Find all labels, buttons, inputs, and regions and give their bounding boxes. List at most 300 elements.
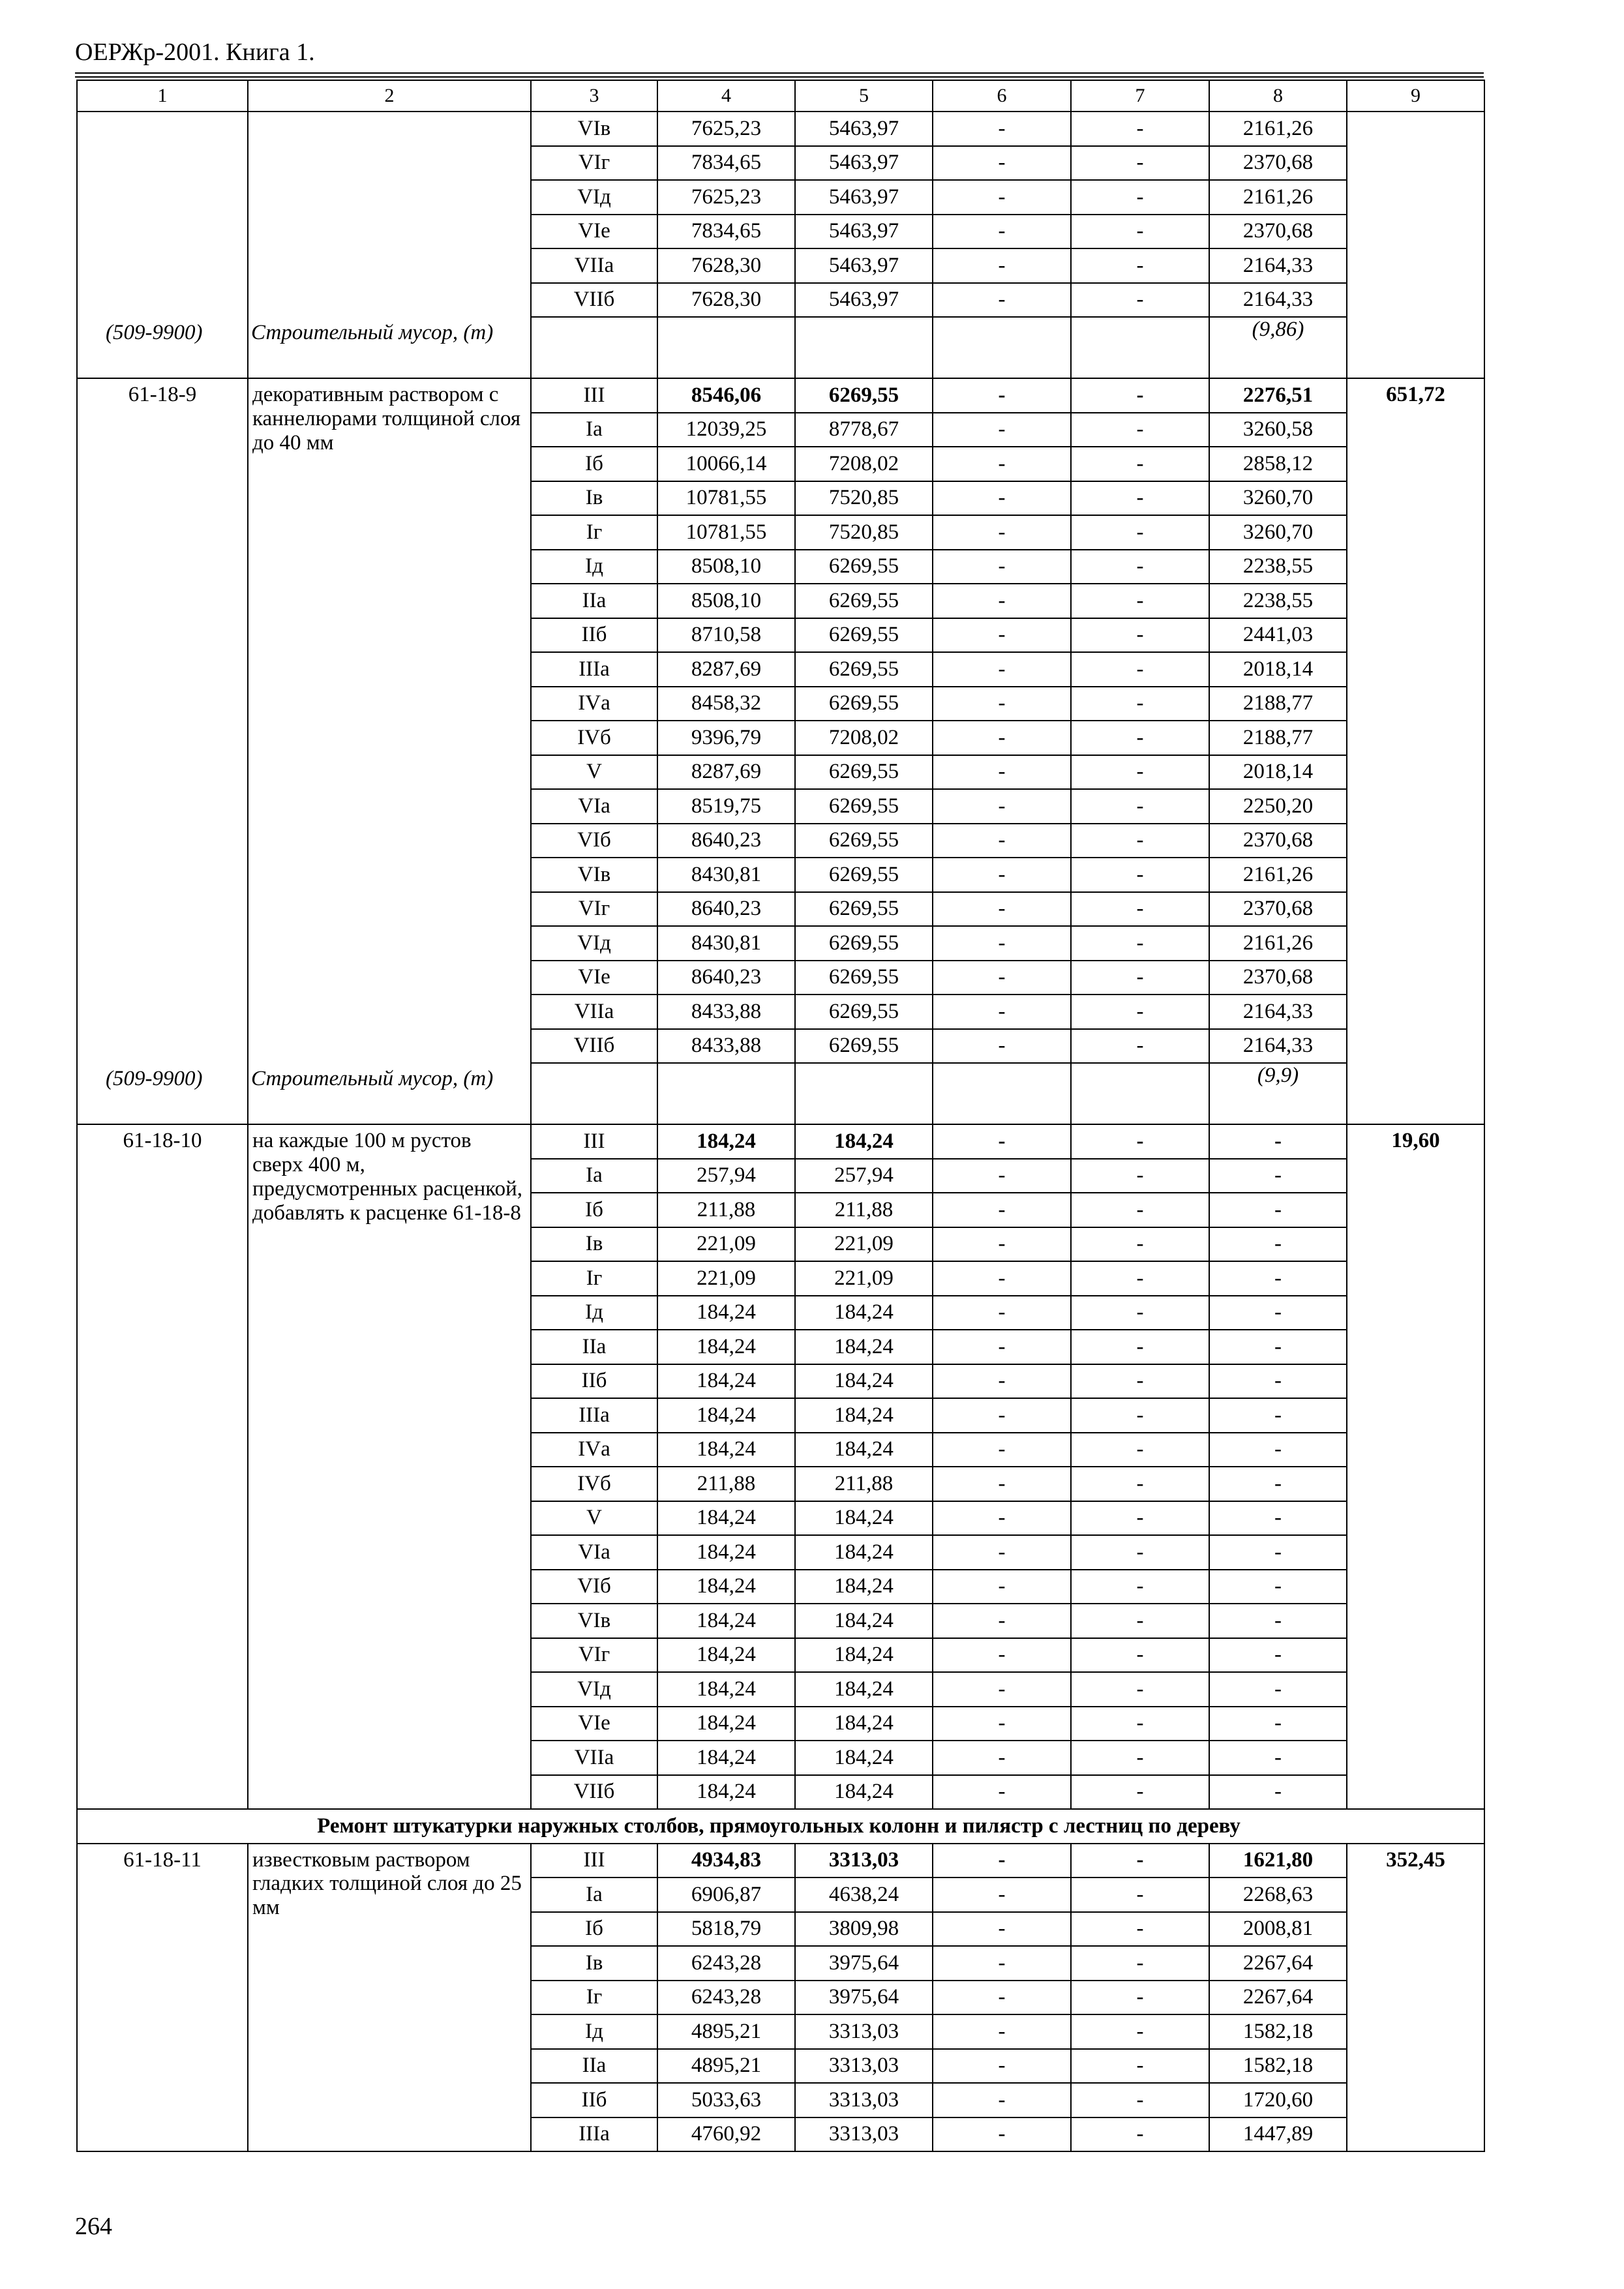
value-cell-c6: - bbox=[933, 1707, 1071, 1741]
value-cell-c7: - bbox=[1071, 1159, 1209, 1193]
value-cell-c7: - bbox=[1071, 721, 1209, 755]
section-title: Ремонт штукатурки наружных столбов, прямоугольных колонн и пилястр с лестниц по дереву bbox=[77, 1809, 1484, 1844]
zone-cell: VIд bbox=[531, 926, 657, 961]
value-cell-c7: - bbox=[1071, 618, 1209, 653]
value-cell-c6: - bbox=[933, 1501, 1071, 1536]
value-cell-c4: 184,24 bbox=[657, 1741, 795, 1775]
value-cell-c8: 2370,68 bbox=[1209, 215, 1347, 249]
value-cell-c8: 2238,55 bbox=[1209, 550, 1347, 584]
column-number: 3 bbox=[531, 80, 657, 112]
value-cell-c8: 1720,60 bbox=[1209, 2083, 1347, 2117]
value-cell-c8: - bbox=[1209, 1159, 1347, 1193]
footer-zone-empty bbox=[531, 1063, 657, 1124]
value-cell-c7: - bbox=[1071, 755, 1209, 790]
zone-cell: IIIа bbox=[531, 2117, 657, 2152]
value-cell-c5: 257,94 bbox=[795, 1159, 933, 1193]
footer-empty-c4 bbox=[657, 1063, 795, 1124]
value-cell-c8: - bbox=[1209, 1330, 1347, 1364]
value-cell-c6: - bbox=[933, 413, 1071, 447]
value-cell-c7: - bbox=[1071, 1227, 1209, 1262]
value-cell-c5: 184,24 bbox=[795, 1296, 933, 1330]
value-cell-c5: 6269,55 bbox=[795, 755, 933, 790]
value-cell-c6: - bbox=[933, 1570, 1071, 1604]
value-cell-c6: - bbox=[933, 652, 1071, 687]
footer-empty-c6 bbox=[933, 1063, 1071, 1124]
value-cell-c5: 3313,03 bbox=[795, 2083, 933, 2117]
footer-empty-c5 bbox=[795, 1063, 933, 1124]
column-number-row bbox=[77, 80, 1484, 112]
value-cell-c4: 8640,23 bbox=[657, 961, 795, 995]
value-cell-c4: 184,24 bbox=[657, 1433, 795, 1467]
document-header-title: ОЕРЖр-2001. Книга 1. bbox=[75, 38, 315, 66]
zone-cell: VIIа bbox=[531, 248, 657, 283]
footer-zone-empty bbox=[531, 317, 657, 378]
value-cell-c4: 7625,23 bbox=[657, 180, 795, 215]
value-cell-c7: - bbox=[1071, 1398, 1209, 1433]
value-cell-c8: - bbox=[1209, 1433, 1347, 1467]
rate-code: 61-18-9 bbox=[128, 383, 197, 406]
value-cell-c8: 2188,77 bbox=[1209, 687, 1347, 721]
value-cell-c4: 221,09 bbox=[657, 1227, 795, 1262]
value-cell-c6: - bbox=[933, 858, 1071, 892]
value-cell-c5: 5463,97 bbox=[795, 112, 933, 146]
value-cell-c5: 184,24 bbox=[795, 1364, 933, 1399]
table-row bbox=[77, 1124, 1484, 1159]
zone-cell: III bbox=[531, 1124, 657, 1159]
value-cell-c8: 2250,20 bbox=[1209, 789, 1347, 824]
zone-cell: VIе bbox=[531, 961, 657, 995]
value-cell-c4: 4934,83 bbox=[657, 1844, 795, 1878]
value-cell-c5: 7208,02 bbox=[795, 447, 933, 481]
value-cell-c5: 6269,55 bbox=[795, 926, 933, 961]
value-cell-c8: - bbox=[1209, 1775, 1347, 1810]
value-cell-c6: - bbox=[933, 1878, 1071, 1912]
value-cell-c4: 8710,58 bbox=[657, 618, 795, 653]
value-cell-c8: - bbox=[1209, 1193, 1347, 1227]
zone-cell: V bbox=[531, 1501, 657, 1536]
value-cell-c6: - bbox=[933, 892, 1071, 927]
value-cell-c7: - bbox=[1071, 652, 1209, 687]
value-cell-c4: 7628,30 bbox=[657, 283, 795, 318]
value-cell-c8: 1447,89 bbox=[1209, 2117, 1347, 2152]
zone-cell: IIа bbox=[531, 584, 657, 618]
value-cell-c4: 4895,21 bbox=[657, 2014, 795, 2049]
column-number: 5 bbox=[795, 80, 933, 112]
zone-cell: IVа bbox=[531, 1433, 657, 1467]
value-cell-c6: - bbox=[933, 2083, 1071, 2117]
value-cell-c7: - bbox=[1071, 1261, 1209, 1296]
value-cell-c6: - bbox=[933, 618, 1071, 653]
zone-cell: VIб bbox=[531, 1570, 657, 1604]
value-cell-c5: 6269,55 bbox=[795, 995, 933, 1029]
zone-cell: Iа bbox=[531, 1878, 657, 1912]
zone-cell: Iв bbox=[531, 1946, 657, 1981]
value-cell-c4: 8519,75 bbox=[657, 789, 795, 824]
value-cell-c6: - bbox=[933, 180, 1071, 215]
column-number: 1 bbox=[77, 80, 248, 112]
value-cell-c6: - bbox=[933, 2014, 1071, 2049]
value-cell-c6: - bbox=[933, 995, 1071, 1029]
value-cell-c7: - bbox=[1071, 1604, 1209, 1638]
value-cell-c6: - bbox=[933, 378, 1071, 413]
zone-cell: IVб bbox=[531, 1467, 657, 1501]
table-row bbox=[77, 112, 1484, 146]
value-cell-c8: 3260,70 bbox=[1209, 481, 1347, 516]
value-cell-c7: - bbox=[1071, 248, 1209, 283]
zone-cell: IIб bbox=[531, 2083, 657, 2117]
value-cell-c4: 184,24 bbox=[657, 1604, 795, 1638]
value-cell-c7: - bbox=[1071, 789, 1209, 824]
value-cell-c7: - bbox=[1071, 180, 1209, 215]
column-number: 7 bbox=[1071, 80, 1209, 112]
value-cell-c4: 8508,10 bbox=[657, 584, 795, 618]
value-cell-c6: - bbox=[933, 721, 1071, 755]
value-cell-c5: 6269,55 bbox=[795, 789, 933, 824]
value-cell-c4: 7834,65 bbox=[657, 215, 795, 249]
value-cell-c5: 6269,55 bbox=[795, 584, 933, 618]
value-cell-c7: - bbox=[1071, 1029, 1209, 1064]
value-cell-c5: 6269,55 bbox=[795, 824, 933, 858]
col9-cell: 352,45 bbox=[1347, 1844, 1484, 2152]
zone-cell: Iа bbox=[531, 1159, 657, 1193]
value-cell-c5: 184,24 bbox=[795, 1433, 933, 1467]
zone-cell: VIг bbox=[531, 892, 657, 927]
value-cell-c4: 184,24 bbox=[657, 1364, 795, 1399]
zone-cell: IIб bbox=[531, 618, 657, 653]
value-cell-c4: 12039,25 bbox=[657, 413, 795, 447]
zone-cell: IIб bbox=[531, 1364, 657, 1399]
value-cell-c6: - bbox=[933, 550, 1071, 584]
value-cell-c6: - bbox=[933, 146, 1071, 181]
value-cell-c7: - bbox=[1071, 1741, 1209, 1775]
value-cell-c7: - bbox=[1071, 2014, 1209, 2049]
value-cell-c4: 184,24 bbox=[657, 1638, 795, 1673]
zone-cell: VIIа bbox=[531, 1741, 657, 1775]
value-cell-c4: 4760,92 bbox=[657, 2117, 795, 2152]
value-cell-c6: - bbox=[933, 283, 1071, 318]
value-cell-c8: 2441,03 bbox=[1209, 618, 1347, 653]
value-cell-c6: - bbox=[933, 1296, 1071, 1330]
value-cell-c7: - bbox=[1071, 892, 1209, 927]
value-cell-c5: 184,24 bbox=[795, 1124, 933, 1159]
value-cell-c4: 8508,10 bbox=[657, 550, 795, 584]
footer-empty-c5 bbox=[795, 317, 933, 378]
value-cell-c5: 6269,55 bbox=[795, 618, 933, 653]
value-cell-c7: - bbox=[1071, 1878, 1209, 1912]
value-cell-c4: 184,24 bbox=[657, 1535, 795, 1570]
value-cell-c6: - bbox=[933, 112, 1071, 146]
header-rule bbox=[75, 72, 1484, 74]
column-number: 4 bbox=[657, 80, 795, 112]
value-cell-c4: 211,88 bbox=[657, 1193, 795, 1227]
description-cell bbox=[248, 1124, 531, 1809]
value-cell-c4: 8287,69 bbox=[657, 652, 795, 687]
value-cell-c8: 2018,14 bbox=[1209, 652, 1347, 687]
value-cell-c6: - bbox=[933, 1193, 1071, 1227]
value-cell-c4: 8430,81 bbox=[657, 858, 795, 892]
value-cell-c8: 2370,68 bbox=[1209, 146, 1347, 181]
zone-cell: Iб bbox=[531, 1193, 657, 1227]
value-cell-c6: - bbox=[933, 1330, 1071, 1364]
code-cell bbox=[77, 1844, 248, 2152]
value-cell-c8: 2161,26 bbox=[1209, 180, 1347, 215]
rates-table bbox=[76, 80, 1485, 2152]
value-cell-c6: - bbox=[933, 1981, 1071, 2015]
value-cell-c7: - bbox=[1071, 413, 1209, 447]
value-cell-c6: - bbox=[933, 584, 1071, 618]
rates-table-body bbox=[77, 80, 1484, 2151]
value-cell-c6: - bbox=[933, 1467, 1071, 1501]
value-cell-c4: 7628,30 bbox=[657, 248, 795, 283]
value-cell-c7: - bbox=[1071, 515, 1209, 550]
value-cell-c4: 4895,21 bbox=[657, 2049, 795, 2084]
value-cell-c4: 184,24 bbox=[657, 1124, 795, 1159]
value-cell-c6: - bbox=[933, 1844, 1071, 1878]
footer-value: (9,86) bbox=[1209, 317, 1347, 378]
rate-description: на каждые 100 м рустов сверх 400 м, предусмотренных расценкой, добавлять к расценке 61-18-8 bbox=[252, 1129, 522, 1225]
value-cell-c4: 184,24 bbox=[657, 1296, 795, 1330]
value-cell-c6: - bbox=[933, 824, 1071, 858]
zone-cell: VIа bbox=[531, 789, 657, 824]
value-cell-c5: 184,24 bbox=[795, 1535, 933, 1570]
value-cell-c8: - bbox=[1209, 1570, 1347, 1604]
zone-cell: IIIа bbox=[531, 1398, 657, 1433]
value-cell-c7: - bbox=[1071, 146, 1209, 181]
value-cell-c5: 5463,97 bbox=[795, 248, 933, 283]
value-cell-c5: 184,24 bbox=[795, 1570, 933, 1604]
footer-empty-c7 bbox=[1071, 317, 1209, 378]
zone-cell: VIд bbox=[531, 1672, 657, 1707]
column-number: 6 bbox=[933, 80, 1071, 112]
page-number: 264 bbox=[75, 2213, 112, 2240]
value-cell-c6: - bbox=[933, 1029, 1071, 1064]
value-cell-c6: - bbox=[933, 1261, 1071, 1296]
value-cell-c7: - bbox=[1071, 1946, 1209, 1981]
value-cell-c4: 211,88 bbox=[657, 1467, 795, 1501]
value-cell-c7: - bbox=[1071, 215, 1209, 249]
table-row bbox=[77, 378, 1484, 413]
value-cell-c6: - bbox=[933, 1227, 1071, 1262]
value-cell-c7: - bbox=[1071, 1844, 1209, 1878]
value-cell-c5: 184,24 bbox=[795, 1501, 933, 1536]
value-cell-c7: - bbox=[1071, 550, 1209, 584]
value-cell-c8: 2161,26 bbox=[1209, 858, 1347, 892]
zone-cell: Iд bbox=[531, 550, 657, 584]
value-cell-c4: 8433,88 bbox=[657, 995, 795, 1029]
zone-cell: IIа bbox=[531, 1330, 657, 1364]
zone-cell: Iд bbox=[531, 1296, 657, 1330]
zone-cell: V bbox=[531, 755, 657, 790]
value-cell-c4: 8458,32 bbox=[657, 687, 795, 721]
value-cell-c7: - bbox=[1071, 481, 1209, 516]
value-cell-c6: - bbox=[933, 789, 1071, 824]
value-cell-c4: 184,24 bbox=[657, 1570, 795, 1604]
value-cell-c5: 7520,85 bbox=[795, 515, 933, 550]
footer-empty-c6 bbox=[933, 317, 1071, 378]
zone-cell: III bbox=[531, 378, 657, 413]
value-cell-c4: 10781,55 bbox=[657, 481, 795, 516]
value-cell-c6: - bbox=[933, 1775, 1071, 1810]
value-cell-c5: 184,24 bbox=[795, 1707, 933, 1741]
value-cell-c6: - bbox=[933, 1741, 1071, 1775]
value-cell-c5: 3313,03 bbox=[795, 1844, 933, 1878]
value-cell-c7: - bbox=[1071, 112, 1209, 146]
zone-cell: VIв bbox=[531, 858, 657, 892]
value-cell-c7: - bbox=[1071, 1912, 1209, 1947]
zone-cell: VIе bbox=[531, 215, 657, 249]
value-cell-c6: - bbox=[933, 1124, 1071, 1159]
value-cell-c4: 7834,65 bbox=[657, 146, 795, 181]
value-cell-c8: 2161,26 bbox=[1209, 926, 1347, 961]
footer-code: (509-9900) bbox=[106, 321, 203, 344]
value-cell-c5: 3809,98 bbox=[795, 1912, 933, 1947]
zone-cell: IVб bbox=[531, 721, 657, 755]
value-cell-c4: 5818,79 bbox=[657, 1912, 795, 1947]
value-cell-c8: 2164,33 bbox=[1209, 283, 1347, 318]
footer-value: (9,9) bbox=[1209, 1063, 1347, 1124]
value-cell-c6: - bbox=[933, 1433, 1071, 1467]
value-cell-c8: 2164,33 bbox=[1209, 248, 1347, 283]
value-cell-c5: 5463,97 bbox=[795, 146, 933, 181]
value-cell-c5: 5463,97 bbox=[795, 215, 933, 249]
zone-cell: Iв bbox=[531, 1227, 657, 1262]
value-cell-c8: 2164,33 bbox=[1209, 1029, 1347, 1064]
rate-code: 61-18-11 bbox=[123, 1848, 202, 1872]
value-cell-c5: 6269,55 bbox=[795, 687, 933, 721]
value-cell-c7: - bbox=[1071, 687, 1209, 721]
value-cell-c8: 1621,80 bbox=[1209, 1844, 1347, 1878]
value-cell-c6: - bbox=[933, 1398, 1071, 1433]
value-cell-c6: - bbox=[933, 926, 1071, 961]
value-cell-c5: 184,24 bbox=[795, 1398, 933, 1433]
zone-cell: VIв bbox=[531, 1604, 657, 1638]
value-cell-c6: - bbox=[933, 2049, 1071, 2084]
zone-cell: VIв bbox=[531, 112, 657, 146]
value-cell-c7: - bbox=[1071, 1570, 1209, 1604]
value-cell-c6: - bbox=[933, 215, 1071, 249]
value-cell-c8: 1582,18 bbox=[1209, 2014, 1347, 2049]
value-cell-c7: - bbox=[1071, 1433, 1209, 1467]
value-cell-c5: 184,24 bbox=[795, 1672, 933, 1707]
value-cell-c8: 2018,14 bbox=[1209, 755, 1347, 790]
zone-cell: VIе bbox=[531, 1707, 657, 1741]
value-cell-c4: 184,24 bbox=[657, 1330, 795, 1364]
value-cell-c4: 8546,06 bbox=[657, 378, 795, 413]
value-cell-c5: 3313,03 bbox=[795, 2049, 933, 2084]
value-cell-c8: - bbox=[1209, 1501, 1347, 1536]
value-cell-c5: 211,88 bbox=[795, 1467, 933, 1501]
zone-cell: Iд bbox=[531, 2014, 657, 2049]
value-cell-c4: 10781,55 bbox=[657, 515, 795, 550]
value-cell-c5: 8778,67 bbox=[795, 413, 933, 447]
value-cell-c4: 8430,81 bbox=[657, 926, 795, 961]
value-cell-c8: 2267,64 bbox=[1209, 1946, 1347, 1981]
value-cell-c7: - bbox=[1071, 584, 1209, 618]
code-cell bbox=[77, 378, 248, 1124]
value-cell-c8: 2858,12 bbox=[1209, 447, 1347, 481]
value-cell-c8: - bbox=[1209, 1261, 1347, 1296]
value-cell-c8: 2268,63 bbox=[1209, 1878, 1347, 1912]
value-cell-c7: - bbox=[1071, 2083, 1209, 2117]
footer-code: (509-9900) bbox=[106, 1067, 203, 1090]
value-cell-c4: 8640,23 bbox=[657, 892, 795, 927]
value-cell-c4: 5033,63 bbox=[657, 2083, 795, 2117]
value-cell-c4: 257,94 bbox=[657, 1159, 795, 1193]
value-cell-c6: - bbox=[933, 2117, 1071, 2152]
value-cell-c5: 7208,02 bbox=[795, 721, 933, 755]
table-row bbox=[77, 1844, 1484, 1878]
value-cell-c4: 184,24 bbox=[657, 1501, 795, 1536]
value-cell-c4: 8433,88 bbox=[657, 1029, 795, 1064]
description-cell bbox=[248, 1844, 531, 2152]
zone-cell: VIа bbox=[531, 1535, 657, 1570]
value-cell-c6: - bbox=[933, 1672, 1071, 1707]
value-cell-c5: 6269,55 bbox=[795, 892, 933, 927]
value-cell-c5: 3975,64 bbox=[795, 1946, 933, 1981]
value-cell-c6: - bbox=[933, 1638, 1071, 1673]
value-cell-c4: 6243,28 bbox=[657, 1981, 795, 2015]
value-cell-c7: - bbox=[1071, 378, 1209, 413]
rate-description: декоративным раствором с каннелюрами толщиной слоя до 40 мм bbox=[252, 383, 521, 455]
value-cell-c8: - bbox=[1209, 1467, 1347, 1501]
col9-cell: 19,60 bbox=[1347, 1124, 1484, 1809]
col9-cell: 651,72 bbox=[1347, 378, 1484, 1124]
value-cell-c4: 184,24 bbox=[657, 1672, 795, 1707]
zone-cell: VIIа bbox=[531, 995, 657, 1029]
value-cell-c4: 7625,23 bbox=[657, 112, 795, 146]
code-cell bbox=[77, 1124, 248, 1809]
value-cell-c6: - bbox=[933, 1912, 1071, 1947]
value-cell-c8: 1582,18 bbox=[1209, 2049, 1347, 2084]
value-cell-c5: 6269,55 bbox=[795, 378, 933, 413]
value-cell-c8: 2370,68 bbox=[1209, 892, 1347, 927]
value-cell-c4: 6243,28 bbox=[657, 1946, 795, 1981]
value-cell-c8: 2276,51 bbox=[1209, 378, 1347, 413]
value-cell-c7: - bbox=[1071, 1193, 1209, 1227]
zone-cell: III bbox=[531, 1844, 657, 1878]
value-cell-c8: - bbox=[1209, 1227, 1347, 1262]
value-cell-c4: 6906,87 bbox=[657, 1878, 795, 1912]
value-cell-c7: - bbox=[1071, 1501, 1209, 1536]
value-cell-c8: 2370,68 bbox=[1209, 824, 1347, 858]
value-cell-c7: - bbox=[1071, 1467, 1209, 1501]
section-title-row bbox=[77, 1809, 1484, 1844]
description-cell bbox=[248, 378, 531, 1124]
value-cell-c7: - bbox=[1071, 1364, 1209, 1399]
value-cell-c5: 4638,24 bbox=[795, 1878, 933, 1912]
value-cell-c8: 2267,64 bbox=[1209, 1981, 1347, 2015]
column-number: 9 bbox=[1347, 80, 1484, 112]
footer-empty-c7 bbox=[1071, 1063, 1209, 1124]
column-number: 2 bbox=[248, 80, 531, 112]
value-cell-c5: 6269,55 bbox=[795, 652, 933, 687]
value-cell-c8: 3260,58 bbox=[1209, 413, 1347, 447]
value-cell-c8: - bbox=[1209, 1535, 1347, 1570]
value-cell-c5: 6269,55 bbox=[795, 858, 933, 892]
value-cell-c5: 3975,64 bbox=[795, 1981, 933, 2015]
value-cell-c5: 184,24 bbox=[795, 1604, 933, 1638]
footer-text: Строительный мусор, (т) bbox=[251, 1067, 494, 1090]
value-cell-c8: - bbox=[1209, 1398, 1347, 1433]
zone-cell: Iб bbox=[531, 1912, 657, 1947]
value-cell-c5: 221,09 bbox=[795, 1261, 933, 1296]
zone-cell: VIб bbox=[531, 824, 657, 858]
zone-cell: IIа bbox=[531, 2049, 657, 2084]
value-cell-c7: - bbox=[1071, 1124, 1209, 1159]
value-cell-c7: - bbox=[1071, 995, 1209, 1029]
zone-cell: Iб bbox=[531, 447, 657, 481]
zone-cell: VIд bbox=[531, 180, 657, 215]
